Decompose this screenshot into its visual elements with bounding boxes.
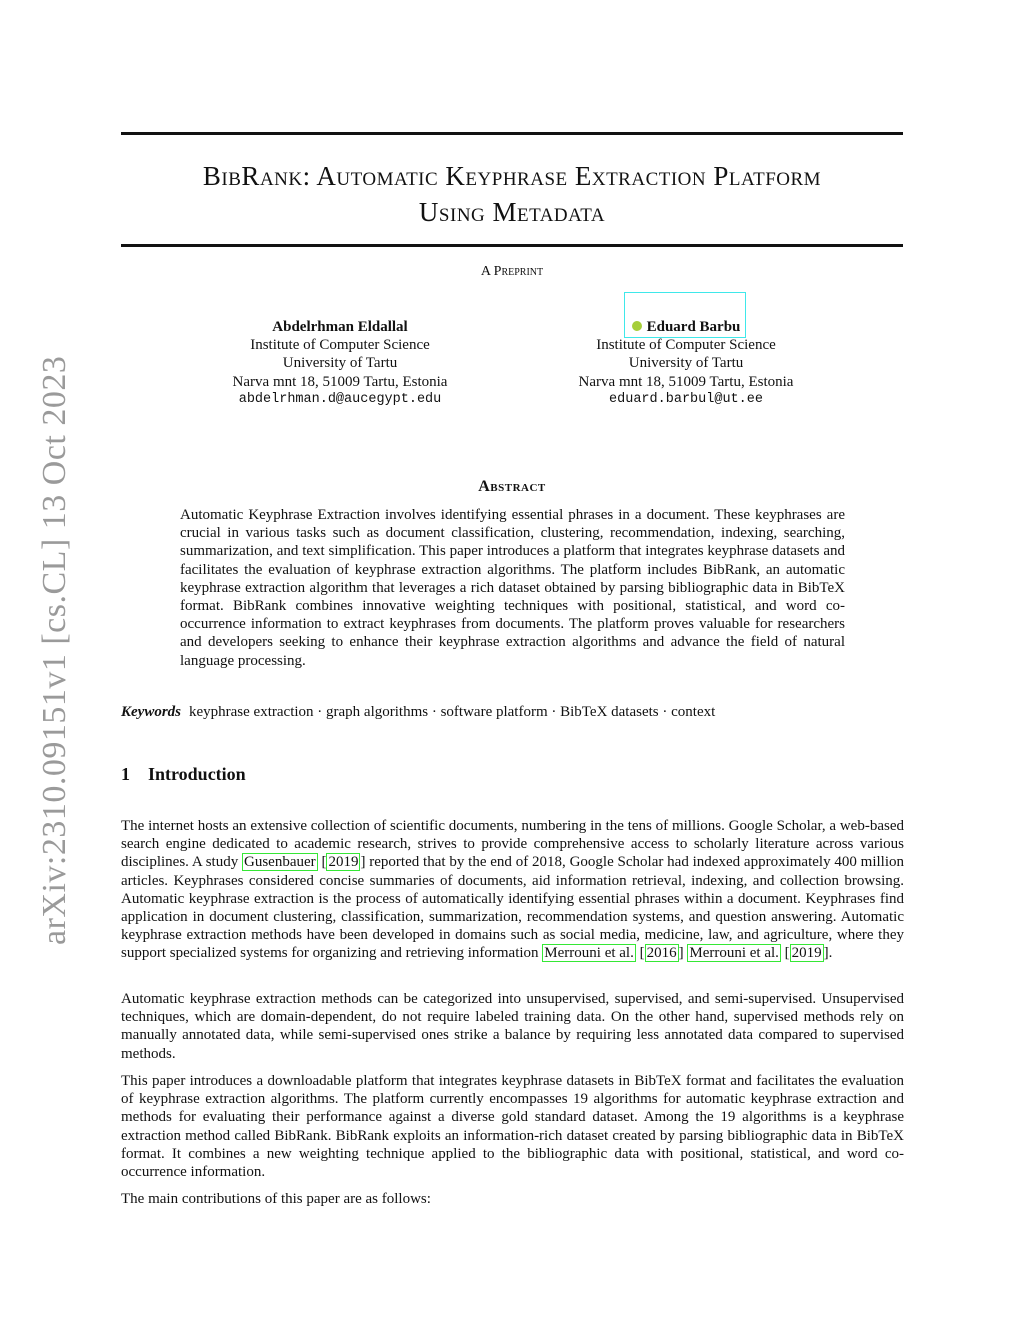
author-university: University of Tartu [282,355,398,372]
author-address: Narva mnt 18, 51009 Tartu, Estonia [232,373,448,390]
preprint-label: A Preprint [480,264,544,279]
author-affiliation: Institute of Computer Science [250,337,430,354]
author-name: Abdelrhman Eldallal [272,319,408,335]
author-name: Eduard Barbu [646,319,741,335]
author-address: Narva mnt 18, 51009 Tartu, Estonia [578,373,794,390]
author-email-link[interactable]: eduard.barbul@ut.ee [609,391,763,407]
arxiv-stamp[interactable]: arXiv:2310.09151v1 [cs.CL] 13 Oct 2023 [36,355,73,945]
author-affiliation: Institute of Computer Science [596,337,776,354]
title-rule-top [121,132,903,135]
intro-paragraph-1: The internet hosts an extensive collection of scientific documents, numbering in the tens of millions. Google Scholar, a web-based search engine dedicated to academic research, strives to provide comprehensive access to scholarly literature across various disciplines. A study Gusenbauer [ 2019 ] reported that by the end of 2018, Google Scholar had indexed approximately 400 million articles. Keyphrases considered concise summaries of documents, aid information retrieval, indexing, and collection browsing. Automatic keyphrase extraction is the process of automatically identifying essential phrases within a document. Keyphrases find application in document clustering, classification, summarization, recommendation systems, and question answering. Automatic keyphrase extraction methods have been developed in domains such as social media, medicine, law, and agriculture, where they support specialized systems for organizing and retrieving information Merrouni et al. [ 2016 ] Merrouni et al. [ 2019 ]. [121,818,905,962]
author-university: University of Tartu [628,355,744,372]
title-rule-bottom [121,244,903,247]
intro-paragraph-4: The main contributions of this paper are as follows: [121,1191,431,1207]
keywords-line [121,704,715,721]
citation-year-link[interactable]: 2019 [328,854,359,871]
paragraph-text: The internet hosts an extensive collection of scientific documents, numbering in the tens of millions. Google Scholar, a web-based search engine dedicated to academic research, strives to provide comprehensive access to scholarly literature across various disciplines. A study [121,818,904,871]
citation-year-link[interactable]: 2016 [646,945,677,962]
citation-link[interactable]: Gusenbauer [244,854,316,871]
paper-title [121,158,903,230]
intro-paragraph-3: This paper introduces a downloadable platform that integrates keyphrase datasets in BibTeX format and facilitates the evaluation of keyphrase extraction algorithms. The platform currently encompasses 19 algorithms for automatic keyphrase extraction and methods for evaluating their performance against a diverse gold standard dataset. Among the 19 algorithms is a keyphrase extraction method called BibRank. BibRank exploits an information-rich dataset created by parsing bibliographic data in BibTeX format. It combines a new weighting technique applied to the bibliographic data with positional, statistical, and word co-occurrence information. [121,1073,904,1181]
intro-paragraph-2: Automatic keyphrase extraction methods can be categorized into unsupervised, supervised, and semi-supervised. Unsupervised techniques, which are domain-dependent, do not require labeled training data. On the other hand, supervised methods rely on manually annotated data, while semi-supervised ones strike a balance by requiring less annotated data compared to supervised methods. [121,991,904,1062]
author-block-2 [536,318,836,409]
keywords-label: Keywords [121,704,181,720]
citation-link[interactable]: Merrouni et al. [544,945,634,962]
keywords-text: keyphrase extraction · graph algorithms · software platform · BibTeX datasets · context [189,704,716,720]
section-heading [121,764,246,785]
paragraph-text: reported that by the end of 2018, Google Scholar had indexed approximately 400 million articles. Keyphrases considered concise summaries of documents, aid information retrieval, indexing, and collection browsing. Automatic keyphrase extraction is the process of automatically identifying essential phrases within a document. Keyphrases find application in document clustering, classification, summarization, recommendation systems, and question answering. Automatic keyphrase extraction methods have been developed in domains such as social media, medicine, law, and agriculture, where they support specialized systems for organizing and retrieving information [121,854,905,962]
title-line-1: BibRank: Automatic Keyphrase Extraction Platform [202,161,822,191]
section-title: Introduction [148,764,246,784]
orcid-icon[interactable] [632,321,642,331]
abstract-heading: Abstract [478,478,546,495]
citation-year-link[interactable]: 2019 [791,945,822,962]
author-name-line [536,318,836,336]
abstract-text: Automatic Keyphrase Extraction involves identifying essential phrases in a document. These keyphrases are crucial in various tasks such as document classification, clustering, recommendation, indexing, searching, summarization, and text simplification. This paper introduces a platform that integrates keyphrase datasets and facilitates the evaluation of keyphrase extraction algorithms. The platform includes BibRank, an automatic keyphrase extraction algorithm that leverages a rich dataset obtained by parsing bibliographic data in BibTeX format. BibRank combines innovative weighting techniques with positional, statistical, and word co-occurrence information to extract keyphrases from documents. The platform proves valuable for researchers and developers seeking to enhance their keyphrase extraction algorithms and advance the field of natural language processing. [180,507,845,669]
citation-link[interactable]: Merrouni et al. [689,945,779,962]
section-number: 1 [121,764,130,784]
author-email-link[interactable]: abdelrhman.d@aucegypt.edu [238,391,442,407]
author-block-1 [190,318,490,409]
title-line-2: Using Metadata [418,197,606,227]
